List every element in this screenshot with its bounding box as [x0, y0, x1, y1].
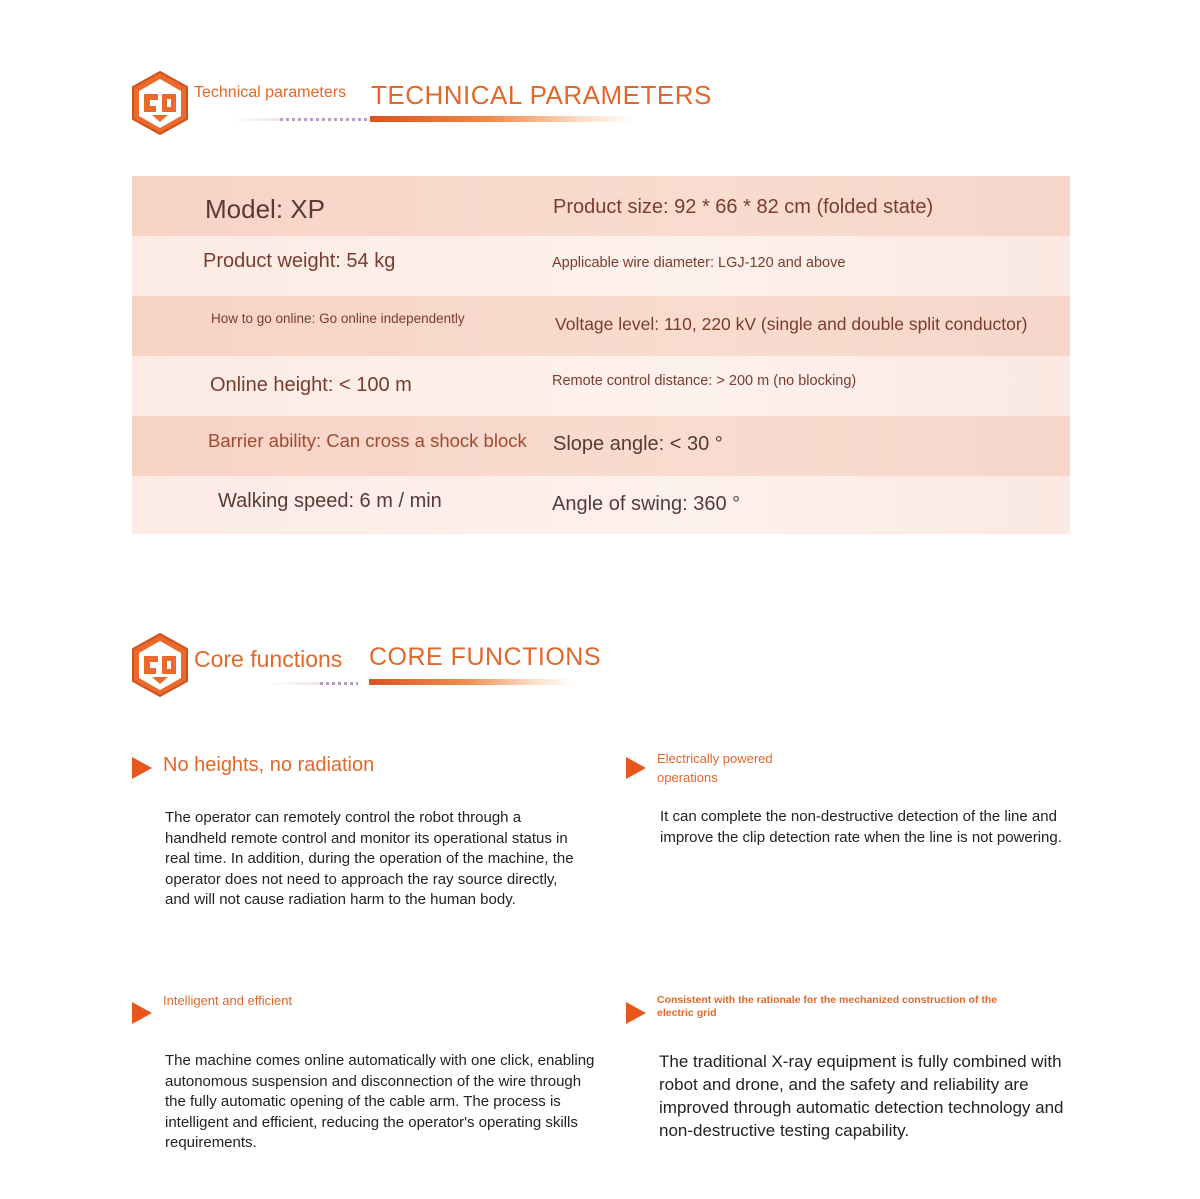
text-line: and will not cause radiation harm to the human body.: [165, 891, 516, 908]
section-subtitle: CORE FUNCTIONS: [369, 643, 601, 671]
parameters-table: [132, 176, 1070, 534]
text-line: requirements.: [165, 1134, 257, 1151]
param-wire-diameter: Applicable wire diameter: LGJ-120 and above: [552, 255, 846, 271]
text-line: intelligent and efficient, reducing the operator's operating skills: [165, 1113, 578, 1131]
text-line: handheld remote control and monitor its operational status in: [165, 829, 568, 847]
param-slope-angle: Slope angle: < 30 °: [553, 433, 723, 455]
param-swing-angle: Angle of swing: 360 °: [552, 493, 741, 515]
table-row: [132, 296, 1070, 356]
play-arrow-icon: [626, 1002, 646, 1024]
play-arrow-icon: [132, 757, 152, 779]
text-line: The traditional X-ray equipment is fully combined with: [659, 1052, 1062, 1071]
table-row: [132, 176, 1070, 236]
text-line: The operator can remotely control the robot through a: [165, 809, 522, 826]
play-arrow-icon: [626, 757, 646, 779]
function-title: Intelligent and efficient: [163, 993, 293, 1008]
text-line: improve the clip detection rate when the line is not powering.: [660, 828, 1062, 846]
decorative-dots: [280, 118, 370, 121]
section-title: Core functions: [194, 646, 343, 672]
cube-logo-icon: [130, 632, 190, 698]
param-product-size: Product size: 92 * 66 * 82 cm (folded state): [553, 196, 934, 218]
section-subtitle: TECHNICAL PARAMETERS: [371, 80, 712, 110]
param-model: Model: XP: [205, 194, 325, 224]
text-line: real time. In addition, during the operation of the machine, the: [165, 850, 574, 867]
function-description: [660, 807, 1062, 848]
text-line: improved through automatic detection technology and: [659, 1098, 1064, 1117]
text-line: robot and drone, and the safety and reliability are: [659, 1075, 1029, 1094]
section-title: Technical parameters: [194, 84, 347, 101]
cube-logo-icon: [130, 70, 190, 136]
param-remote-distance: Remote control distance: > 200 m (no blocking): [552, 373, 857, 389]
decorative-gradient-bar: [370, 116, 635, 122]
function-description: [659, 1050, 1063, 1142]
title-line: Electrically powered: [657, 751, 773, 766]
param-walking-speed: Walking speed: 6 m / min: [218, 490, 442, 512]
title-line: Consistent with the rationale for the mechanized construction of the: [657, 994, 998, 1006]
core-functions-header: [130, 632, 730, 702]
function-title: [657, 749, 773, 787]
param-voltage-level: Voltage level: 110, 220 kV (single and double split conductor): [555, 314, 1028, 334]
param-weight: Product weight: 54 kg: [203, 250, 396, 272]
table-row: [132, 416, 1070, 476]
text-line: operator does not need to approach the ray source directly,: [165, 870, 558, 888]
function-description: [165, 1051, 594, 1154]
text-line: non-destructive testing capability.: [659, 1121, 910, 1140]
technical-parameters-header: [130, 70, 730, 140]
function-title: [657, 994, 997, 1020]
text-line: the fully automatic opening of the cable arm. The process is: [165, 1093, 561, 1110]
play-arrow-icon: [132, 1002, 152, 1024]
table-row: [132, 236, 1070, 296]
table-row: [132, 476, 1070, 534]
param-online-height: Online height: < 100 m: [210, 374, 412, 396]
decorative-gradient-bar: [369, 679, 574, 685]
param-barrier-ability: Barrier ability: Can cross a shock block: [208, 430, 527, 451]
param-go-online: How to go online: Go online independently: [211, 311, 465, 326]
function-description: [165, 808, 574, 911]
table-row: [132, 356, 1070, 416]
title-line: electric grid: [657, 1007, 717, 1019]
text-line: The machine comes online automatically with one click, enabling: [165, 1052, 595, 1069]
function-title: No heights, no radiation: [163, 754, 375, 776]
decorative-dots: [320, 682, 358, 685]
title-line: operations: [657, 770, 718, 785]
text-line: autonomous suspension and disconnection of the wire through: [165, 1072, 582, 1090]
text-line: It can complete the non-destructive detection of the line and: [660, 808, 1057, 825]
